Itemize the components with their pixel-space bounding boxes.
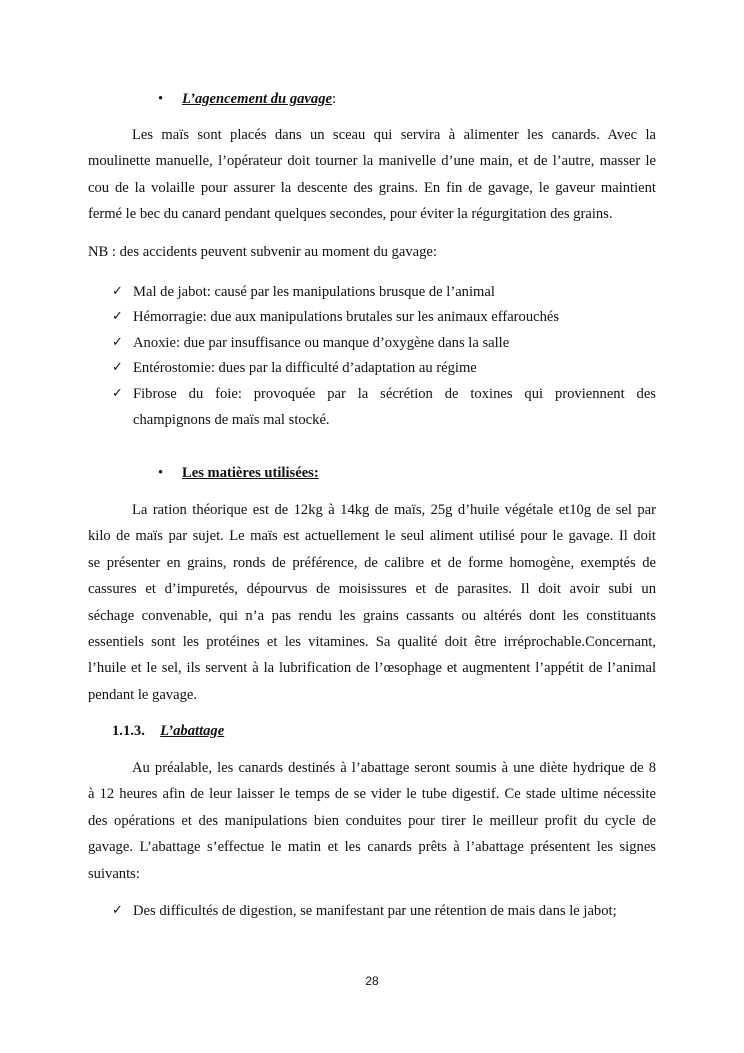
list-item-line: Fibrose du foie: provoquée par la sécrétion de toxines qui proviennent des [133,386,656,402]
checkmark-icon: ✓ [112,903,123,918]
section-title: L’abattage [160,723,225,739]
paragraph-abattage [88,755,656,887]
paragraph-line: séchage convenable, qui n’a pas rendu les grains cassants ou altérés dont les constituants [88,607,656,624]
checkmark-icon: ✓ [112,284,123,299]
paragraph-line: fermé le bec du canard pendant quelques secondes, pour éviter la régurgitation des grains. [88,206,613,223]
paragraph-line: cassures et d’impuretés, dépourvus de moisissures et de parasites. Il doit avoir subi un [88,581,656,598]
paragraph-line: essentiels sont les protéines et les vitamines. Sa qualité doit être irréprochable.Concernant, [88,634,656,651]
paragraph-line: kilo de maïs par sujet. Le maïs est actuellement le seul aliment utilisé pour le gavage. Il doit [88,528,656,545]
checkmark-icon: ✓ [112,360,123,375]
paragraph-line: moulinette manuelle, l’opérateur doit tourner la manivelle d’une main, et de l’autre, masser le [88,153,656,170]
section-number: 1.1.3. [112,723,145,739]
paragraph-line: se présenter en grains, ronds de préférence, de calibre et de forme homogène, exemptés de [88,554,656,571]
paragraph-line: cou de la volaille pour assurer la descente des grains. En fin de gavage, le gaveur maintient [88,179,656,196]
paragraph-line: à 12 heures afin de leur laisser le temps de se vider le tube digestif. Ce stade ultime nécessite [88,786,656,803]
checkmark-icon: ✓ [112,386,123,401]
section-heading-abattage [112,721,224,741]
subheading-title: L’agencement du gavage [182,91,332,107]
list-item-line: champignons de maïs mal stocké. [133,412,330,428]
paragraph-matieres [88,497,656,708]
bullet-icon: • [158,91,164,107]
paragraph-line: Les maïs sont placés dans un sceau qui servira à alimenter les canards. Avec la [132,127,656,143]
document-page: • L’agencement du gavage: Les maïs sont placés dans un sceau qui servira à alimenter les canards. Avec la moulinette manuelle, l’opérateur doit tourner la manivelle d’une main, et de l’autre, masser le cou de la volaille pour assurer la descente des grains. En fin de gavage, le gaveur maintient fermé le bec du canard pendant quelques secondes, pour éviter la régurgitation des grains. NB : des accidents peuvent subvenir au moment du gavage: ✓ Mal de jabot: causé par les manipulations brusque de l’animal ✓ Hémorragie: due aux manipulations brutales sur les animaux effarouchés ✓ Anoxie: due par insuffisance ou manque d’oxygène dans la salle ✓ Entérostomie: dues par la difficulté d’adaptation au régime ✓ Fibrose du foie: provoquée par la sécrétion de toxines qui proviennent des champignons de maïs mal stocké. • Les matières utilisées: La ration théorique est de 12kg à 14kg de maïs, 25g d’huile végétale et10g de sel par kilo de maïs par sujet. Le maïs est actuellement le seul aliment utilisé pour le gavage. Il doit se présenter en grains, ronds de préférence, de calibre et de forme homogène, exemptés de cassures et d’impuretés, dépourvus de moisissures et de parasites. Il doit avoir subi un séchage convenable, qui n’a pas rendu les grains cassants ou altérés dont les constituants essentiels sont les protéines et les vitamines. Sa qualité doit être irréprochable.Concernant, l’huile et le sel, ils servent à la lubrification de l’œsophage et augmentent l’appétit de l’animal pendant le gavage. 1.1.3. L’abattage Au préalable, les canards destinés à l’abattage seront soumis à une diète hydrique de 8 à 12 heures afin de leur laisser le temps de se vider le tube digestif. Ce stade ultime nécessite des opérations et des manipulations bien conduites pour tirer le meilleur profit du cycle de gavage. L’abattage s’effectue le matin et les canards prêts à l’abattage présentent les signes suivants: ✓ Des difficultés de digestion, se manifestant par une rétention de mais dans le jabot; 28 [0,0,744,1053]
checkmark-icon: ✓ [112,335,123,350]
page-number: 28 [365,974,379,988]
checkmark-icon: ✓ [112,309,123,324]
subheading-suffix: : [331,91,337,107]
paragraph-line: La ration théorique est de 12kg à 14kg de maïs, 25g d’huile végétale et10g de sel par [132,502,656,518]
subheading-title: Les matières utilisées: [182,465,319,481]
paragraph-line: pendant le gavage. [88,686,197,703]
paragraph-line: suivants: [88,865,140,882]
bullet-icon: • [158,465,164,481]
paragraph-line: des opérations et des manipulations bien conduites pour tirer le meilleur profit du cycle de [88,812,656,829]
nb-note: NB : des accidents peuvent subvenir au moment du gavage: [88,244,437,260]
paragraph-gavage [88,122,656,228]
paragraph-line: l’huile et le sel, ils servent à la lubrification de l’œsophage et augmentent l’appétit de l’animal [88,660,656,677]
paragraph-line: Au préalable, les canards destinés à l’abattage seront soumis à une diète hydrique de 8 [132,760,656,776]
paragraph-line: gavage. L’abattage s’effectue le matin et les canards prêts à l’abattage présentent les signes [88,839,656,856]
